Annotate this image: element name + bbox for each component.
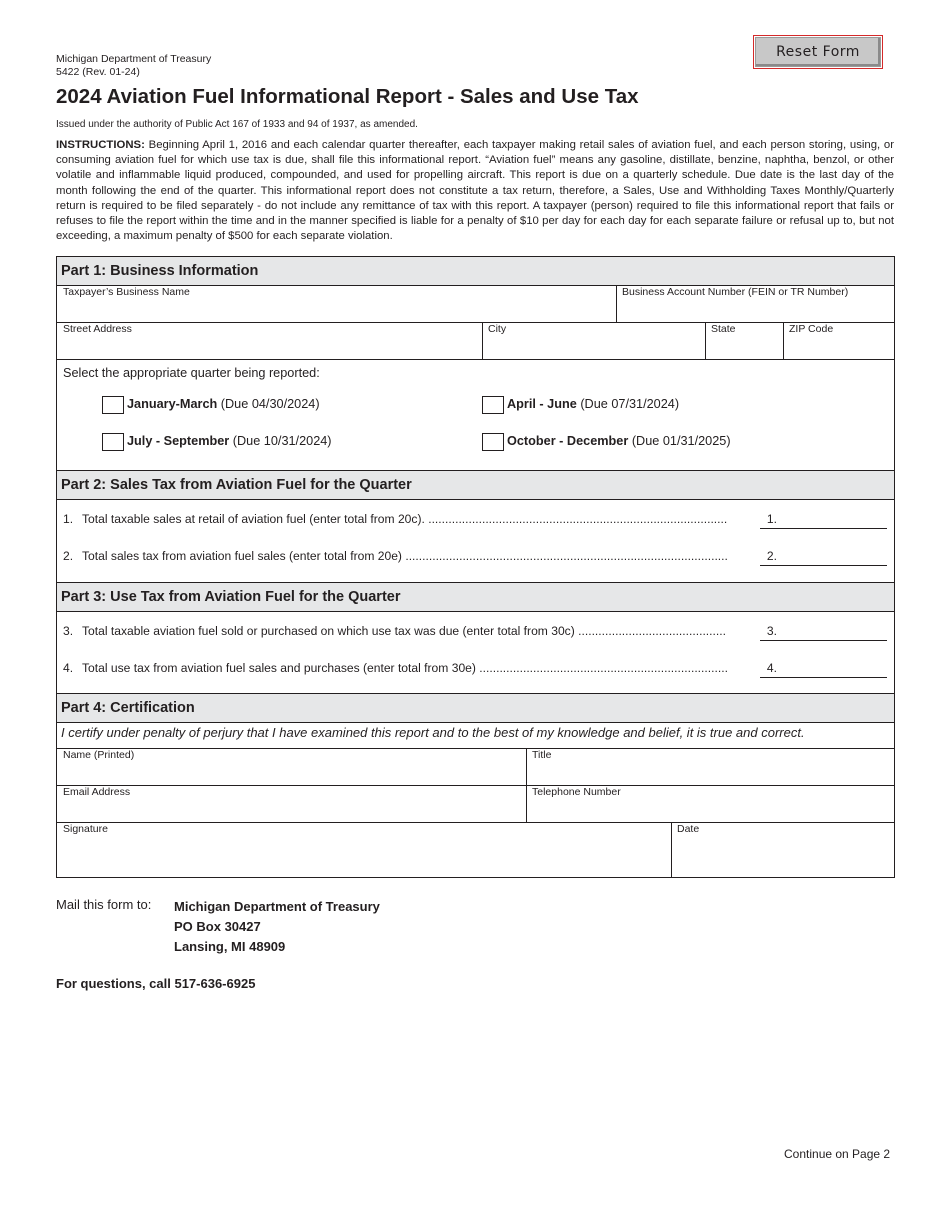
line-2 <box>63 549 777 563</box>
form-number: 5422 (Rev. 01-24) <box>56 66 140 78</box>
street-input[interactable] <box>61 338 483 359</box>
quarter-option-jan-mar <box>127 397 320 411</box>
mail-city: Lansing, MI 48909 <box>174 939 286 954</box>
form-title: 2024 Aviation Fuel Informational Report - Sales and Use Tax <box>56 85 639 108</box>
line-ref: 4. <box>766 661 777 675</box>
quarter-checkbox-oct-dec[interactable] <box>482 433 504 451</box>
quarter-option-apr-jun <box>507 397 679 411</box>
line-number: 2. <box>63 549 74 563</box>
mail-address <box>174 897 380 957</box>
part2-heading: Part 2: Sales Tax from Aviation Fuel for the Quarter <box>57 471 894 499</box>
line-ref: 1. <box>766 512 777 526</box>
email-label: Email Address <box>63 786 131 798</box>
street-label: Street Address <box>63 323 132 335</box>
line-text: Total sales tax from aviation fuel sales (enter total from 20e) ..... <box>82 549 727 563</box>
agency-name: Michigan Department of Treasury <box>56 53 212 65</box>
name-label: Name (Printed) <box>63 749 135 761</box>
quarter-due: (Due 07/31/2024) <box>580 397 680 411</box>
part1-heading: Part 1: Business Information <box>57 257 894 285</box>
line-text: Total use tax from aviation fuel sales and purchases (enter total from 30e) ..... <box>82 661 727 675</box>
quarter-prompt: Select the appropriate quarter being reported: <box>63 366 320 380</box>
line-number: 1. <box>63 512 74 526</box>
title-label: Title <box>532 749 552 761</box>
account-number-input[interactable] <box>620 301 894 322</box>
line-text: Total taxable aviation fuel sold or purchased on which use tax was due (enter total from 30c) ..... <box>82 624 727 638</box>
mail-box: PO Box 30427 <box>174 919 261 934</box>
phone-input[interactable] <box>530 801 894 822</box>
quarter-due: (Due 01/31/2025) <box>631 434 731 448</box>
date-input[interactable] <box>675 839 894 875</box>
line-4 <box>63 661 777 675</box>
mail-label: Mail this form to: <box>56 897 152 912</box>
quarter-checkbox-jan-mar[interactable] <box>102 396 124 414</box>
reset-button-frame <box>753 35 883 69</box>
account-number-label: Business Account Number (FEIN or TR Number) <box>622 286 849 298</box>
zip-label: ZIP Code <box>789 323 834 335</box>
quarter-name: October - December <box>507 434 629 448</box>
questions-phone: For questions, call 517-636-6925 <box>56 976 256 991</box>
business-name-input[interactable] <box>61 301 615 322</box>
city-label: City <box>488 323 507 335</box>
line-1-input[interactable] <box>760 508 887 529</box>
email-input[interactable] <box>61 801 527 822</box>
signature-label: Signature <box>63 823 108 835</box>
date-label: Date <box>677 823 700 835</box>
quarter-due: (Due 04/30/2024) <box>220 397 320 411</box>
phone-label: Telephone Number <box>532 786 621 798</box>
form-box <box>56 256 895 878</box>
quarter-name: July - September <box>127 434 230 448</box>
city-input[interactable] <box>486 338 706 359</box>
instructions <box>56 138 894 244</box>
zip-input[interactable] <box>787 338 895 359</box>
signature-input[interactable] <box>61 839 671 875</box>
mail-name: Michigan Department of Treasury <box>174 899 380 914</box>
state-input[interactable] <box>709 338 785 359</box>
name-input[interactable] <box>61 764 527 785</box>
instructions-lead: INSTRUCTIONS: <box>56 139 145 151</box>
part3-heading: Part 3: Use Tax from Aviation Fuel for the Quarter <box>57 583 894 611</box>
quarter-option-jul-sep <box>127 434 332 448</box>
state-label: State <box>711 323 736 335</box>
quarter-due: (Due 10/31/2024) <box>232 434 332 448</box>
line-number: 3. <box>63 624 74 638</box>
quarter-name: January-March <box>127 397 218 411</box>
line-1 <box>63 512 777 526</box>
line-2-input[interactable] <box>760 545 887 566</box>
business-name-label: Taxpayer’s Business Name <box>63 286 190 298</box>
agency-header <box>56 53 211 79</box>
line-3 <box>63 624 777 638</box>
quarter-checkbox-apr-jun[interactable] <box>482 396 504 414</box>
title-input[interactable] <box>530 764 894 785</box>
line-ref: 3. <box>766 624 777 638</box>
line-text: Total taxable sales at retail of aviation fuel (enter total from 20c). ..... <box>82 512 727 526</box>
continue-note: Continue on Page 2 <box>784 1147 891 1161</box>
quarter-option-oct-dec <box>507 434 731 448</box>
line-number: 4. <box>63 661 74 675</box>
reset-form-button[interactable]: Reset Form <box>755 37 881 67</box>
certification-statement: I certify under penalty of perjury that I have examined this report and to the best of my knowledge and belief, it is true and correct. <box>61 725 805 740</box>
quarter-checkbox-jul-sep[interactable] <box>102 433 124 451</box>
instructions-body: Beginning April 1, 2016 and each calendar quarter thereafter, each taxpayer making retail sales of aviation fuel, and each person storing, using, or consuming aviation fuel for which use tax is due, shall file this informational report. “Aviation fuel” means any gasoline, distillate, benzine, naphtha, benzol, or other volatile and inflammable liquid produced, compounded, and used for propelling aircraft. This report is due on a quarterly schedule. Due date is the last day of the month following the end of the quarter. This informational report does not constitute a tax return, therefore, a Sales, Use and Withholding Taxes Monthly/Quarterly return is required to be filed separately - do not include any remittance of tax with this report. A taxpayer (person) required to file this informational report that fails or refuses to file the report within the time and in the manner specified is liable for a penalty of $10 per day for each day for each separate failure or refusal up to, but not exceeding, a maximum penalty of $500 for each separate violation. <box>56 139 894 243</box>
line-ref: 2. <box>766 549 777 563</box>
part4-heading: Part 4: Certification <box>57 694 894 722</box>
quarter-name: April - June <box>507 397 577 411</box>
line-4-input[interactable] <box>760 657 887 678</box>
line-3-input[interactable] <box>760 620 887 641</box>
authority-note: Issued under the authority of Public Act 167 of 1933 and 94 of 1937, as amended. <box>56 119 418 130</box>
